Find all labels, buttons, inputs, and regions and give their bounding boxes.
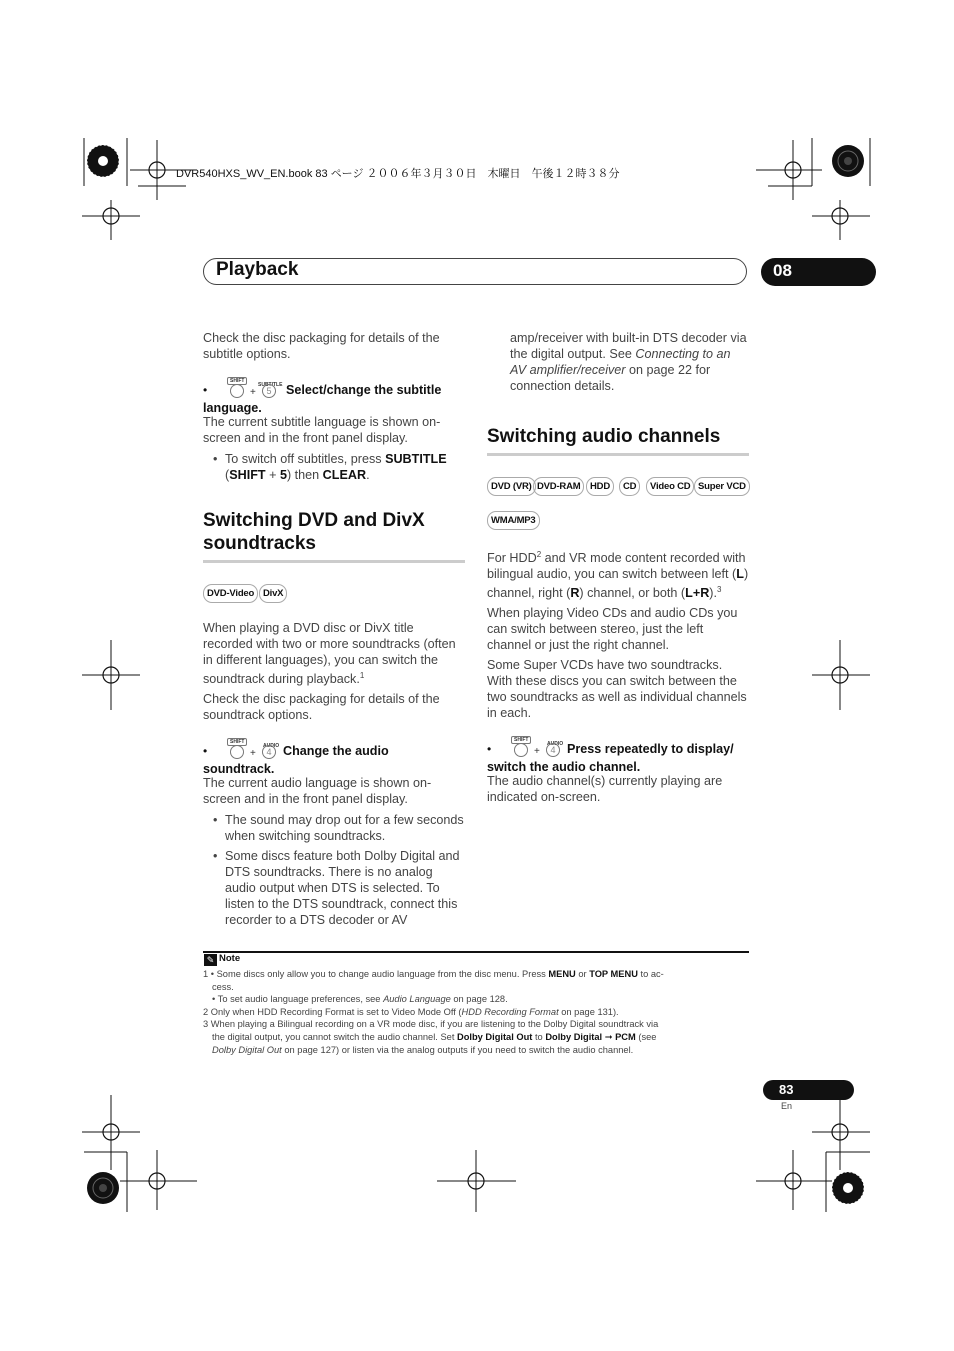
step-subtitle — [203, 380, 465, 414]
shift-key-icon — [230, 745, 244, 759]
shift-key-label: SHIFT — [227, 377, 247, 385]
para-soundtracks: When playing a DVD disc or DivX title recorded with two or more soundtracks (often in different languages), you can switch the soundtrack during playback.$^1$ — [203, 621, 456, 687]
tag-hdd: HDD — [586, 477, 614, 496]
audio-key-label: AUDIO — [547, 741, 564, 748]
tag-dvd-ram: DVD-RAM — [533, 477, 584, 496]
shift-key-label: SHIFT — [511, 736, 531, 744]
step-title-cont: switch the audio channel. — [487, 760, 641, 775]
footnotes — [203, 968, 749, 1056]
sub-bullet: • The sound may drop out for a few seconds when switching soundtracks. — [203, 812, 465, 844]
sub-bullet: • Some discs feature both Dolby Digital and DTS soundtracks. There is no analog audio output when DTS is selected. To listen to the DTS soundtrack, connect this recorder to a DTS decoder or AV — [203, 848, 465, 928]
footnote-1-cont: cess. — [212, 981, 234, 992]
step-title: Select/change the subtitle — [286, 383, 442, 397]
step-title: Change the audio — [283, 744, 389, 759]
step-channel — [487, 739, 749, 773]
tag-divx: DivX — [259, 584, 287, 603]
tag-video-cd: Video CD — [646, 477, 694, 496]
subtitle-key-icon: 5 — [262, 384, 276, 398]
footnote-3: 3 When playing a Bilingual recording on a VR mode disc, if you are listening to the Dolby Digital soundtrack via — [203, 1019, 659, 1030]
disc-tags — [487, 477, 749, 535]
left-column — [203, 330, 465, 928]
step-bullet: • — [203, 744, 208, 759]
para-vcd: When playing Video CDs and audio CDs you can switch between stereo, just the left channel or just the right channel. — [487, 606, 738, 653]
step-desc: The current audio language is shown on-screen and in the front panel display. — [203, 776, 432, 807]
section-heading-audio: Switching audio channels — [487, 425, 749, 456]
step-bullet: • — [487, 742, 492, 757]
right-column — [487, 330, 749, 805]
book-header: DVR540HXS_WV_EN.book 83 ページ ２００６年３月３０日 木曜日 午後１２時３８分 — [176, 168, 620, 180]
para-svcd: Some Super VCDs have two soundtracks. With these discs you can switch between the two soundtracks as well as individual channels in each. — [487, 658, 747, 721]
shift-key-icon — [514, 743, 528, 757]
note-title: Note — [219, 953, 241, 964]
plus-sign: + — [250, 748, 256, 760]
plus-sign: + — [250, 387, 256, 398]
para-hdd: For HDD$^2$ and VR mode content recorded with bilingual audio, you can switch between left (L) channel, right (R) channel, or both (L+R).$^3$ — [487, 550, 749, 601]
sub-bullet: • To switch off subtitles, press SUBTITLE (SHIFT + 5) then CLEAR. — [203, 451, 465, 483]
note-rule — [203, 951, 749, 953]
audio-key-icon: 4 — [546, 743, 560, 757]
section-heading-dvd: Switching DVD and DivX soundtracks — [203, 509, 465, 563]
chapter-badge: 08 — [761, 258, 876, 286]
step-title-cont: soundtrack. — [203, 762, 275, 777]
shift-key-icon — [230, 384, 244, 398]
disc-tags — [203, 584, 465, 608]
shift-key-label: SHIFT — [227, 738, 247, 746]
intro-text: Check the disc packaging for details of the subtitle options. — [203, 331, 440, 361]
audio-key-icon: 4 — [262, 745, 276, 759]
step-bullet: • — [203, 383, 208, 397]
audio-key-label: AUDIO — [263, 743, 280, 750]
language-code: En — [781, 1101, 793, 1111]
footnote-1: 1 • Some discs only allow you to change audio language from the disc menu. Press MENU or TOP MENU to ac- — [203, 969, 664, 979]
tag-dvd-vr: DVD (VR) — [487, 477, 536, 496]
step-desc: The current subtitle language is shown on-screen and in the front panel display. — [203, 415, 441, 445]
para-check: Check the disc packaging for details of the soundtrack options. — [203, 692, 440, 723]
page-title: Playback — [216, 259, 299, 280]
plus-sign: + — [534, 746, 540, 758]
subtitle-key-label: SUBTITLE — [258, 382, 283, 388]
step-desc: The audio channel(s) currently playing are indicated on-screen. — [487, 774, 723, 805]
page-number: 83 — [763, 1080, 854, 1100]
footnote-3-cont2: Dolby Digital Out on page 127) or listen via the analog outputs if you need to switch the audio channel. — [212, 1044, 634, 1055]
continued-text: amp/receiver with built-in DTS decoder via the digital output. See Connecting to an AV amplifier/receiver on page 22 for connection details. — [510, 331, 747, 393]
tag-wma-mp3: WMA/MP3 — [487, 511, 540, 530]
tag-cd: CD — [619, 477, 640, 496]
step-title-cont: language. — [203, 401, 262, 415]
note-icon: ✎ — [204, 954, 217, 966]
footnote-3-cont: the digital output, you cannot switch the audio channel. Set Dolby Digital Out to Dolby Digital ➞ PCM (see — [212, 1031, 657, 1042]
step-title: Press repeatedly to display/ — [567, 742, 734, 757]
tag-super-vcd: Super VCD — [694, 477, 750, 496]
tag-dvd-video: DVD-Video — [203, 584, 258, 603]
step-audio — [203, 741, 465, 775]
footnote-2: 2 Only when HDD Recording Format is set to Video Mode Off (HDD Recording Format on page 131). — [203, 1006, 619, 1017]
footnote-1b: • To set audio language preferences, see Audio Language on page 128. — [212, 994, 508, 1005]
